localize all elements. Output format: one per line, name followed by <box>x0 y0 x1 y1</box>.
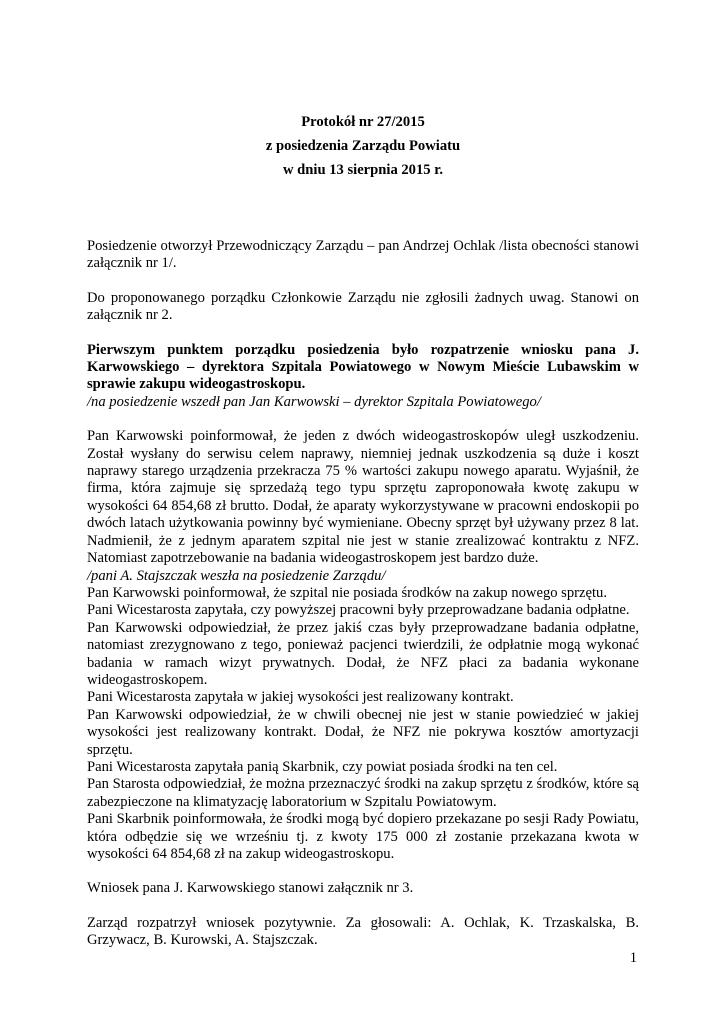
protocol-date: w dniu 13 sierpnia 2015 r. <box>282 162 444 178</box>
paragraph-answer-contract: Pan Karwowski odpowiedział, że w chwili obecnej nie jest w stanie powiedzieć w jakiej wysokości jest realizowany kontrakt. Dodał, że NFZ nie pokrywa kosztów amortyzacji sprzętu. <box>87 706 639 758</box>
paragraph-agenda: Do proponowanego porządku Członkowie Zarządu nie zgłosili żadnych uwag. Stanowi on załącznik nr 2. <box>87 289 639 324</box>
agenda-item-heading: Pierwszym punktem porządku posiedzenia było rozpatrzenie wniosku pana J. Karwowskiego – dyrektora Szpitala Powiatowego w Nowym Mieście Lubawskim w sprawie zakupu wideogastroskopu. <box>87 341 639 393</box>
paragraph-opening: Posiedzenie otworzył Przewodniczący Zarządu – pan Andrzej Ochlak /lista obecności stanowi załącznik nr 1/. <box>87 238 639 272</box>
attendance-note: /na posiedzenie wszedł pan Jan Karwowski – dyrektor Szpitala Powiatowego/ <box>87 393 541 410</box>
paragraph-skarbnik-answer: Pani Skarbnik poinformowała, że środki mogą być dopiero przekazane po sesji Rady Powiatu, która odbędzie się we wrześniu tj. z kwoty 175 000 zł zostanie przekazana kwota w wysokości 64 854,68 zł na zakup wideogastroskopu. <box>87 811 639 862</box>
paragraph-no-funds: Pan Karwowski poinformował, że szpital nie posiada środków na zakup nowego sprzętu. <box>87 584 607 601</box>
paragraph-karwowski-report: Pan Karwowski poinformował, że jeden z dwóch wideogastroskopów uległ uszkodzeniu. Został wysłany do serwisu celem naprawy, niemniej jednak uszkodzenia są duże i koszt naprawy starego urządzenia przekracza 75 % wartości zakupu nowego aparatu. Wyjaśnił, że firma, która zajmuje się sprzedażą tego typu sprzętu zaproponowała kwotę zakupu w wysokości 64 854,68 zł brutto. Dodał, że aparaty wykorzystywane w pracowni endoskopii po dwóch latach użytkowania powinny być wymieniane. Obecny sprzęt był używany przez 8 lat. Nadmienił, że z jednym aparatem szpital nie jest w stanie zrealizować kontraktu z NFZ. Natomiast zapotrzebowanie na badania wideogastroskopem jest bardzo duże. <box>87 428 639 567</box>
paragraph-starosta-answer: Pan Starosta odpowiedział, że można przeznaczyć środki na zakup sprzętu z środków, które są zabezpieczone na klimatyzację laboratorium w Szpitalu Powiatowym. <box>87 776 639 810</box>
page-number: 1 <box>629 950 637 966</box>
paragraph-question-contract: Pani Wicestarosta zapytała w jakiej wysokości jest realizowany kontrakt. <box>87 689 514 706</box>
paragraph-attachment: Wniosek pana J. Karwowskiego stanowi załącznik nr 3. <box>87 880 414 897</box>
protocol-header <box>87 110 639 182</box>
paragraph-question-funds: Pani Wicestarosta zapytała panią Skarbnik, czy powiat posiada środki na ten cel. <box>87 758 558 775</box>
protocol-subtitle: z posiedzenia Zarządu Powiatu <box>265 138 461 154</box>
paragraph-vote: Zarząd rozpatrzył wniosek pozytywnie. Za głosowali: A. Ochlak, K. Trzaskalska, B. Grzywacz, B. Kurowski, A. Stajszczak. <box>87 914 639 949</box>
paragraph-question-paid: Pani Wicestarosta zapytała, czy powyższej pracowni były przeprowadzane badania odpłatne. <box>87 602 630 619</box>
paragraph-answer-paid: Pan Karwowski odpowiedział, że przez jakiś czas były przeprowadzane badania odpłatne, natomiast zrezygnowano z tego, ponieważ pacjenci twierdzili, że odpłatnie mogą wykonać badania w ramach wizyt prywatnych. Dodał, że NFZ płaci za badania wykonane wideogastroskopem. <box>87 619 639 688</box>
attendance-note-stajszczak: /pani A. Stajszczak weszła na posiedzenie Zarządu/ <box>87 567 386 584</box>
protocol-title: Protokół nr 27/2015 <box>301 114 425 130</box>
protocol-body <box>87 238 639 950</box>
